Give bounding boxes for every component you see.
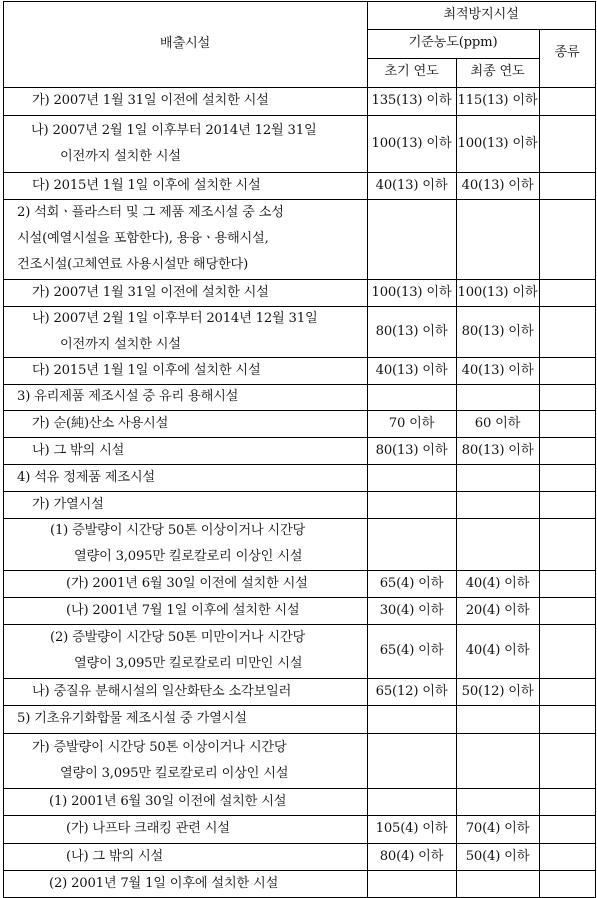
rule-horizontal — [3, 678, 596, 679]
row-4-initial-value: 100(13) 이하 — [371, 284, 452, 300]
rule-horizontal — [3, 384, 596, 385]
header-standard-concentration: 기준농도(ppm) — [408, 35, 498, 50]
header-final-year: 최종 연도 — [470, 64, 525, 79]
row-5-facility-line-1: 이전까지 설치한 시설 — [60, 336, 181, 352]
header-optimal-prevention-facility: 최적방지시설 — [443, 7, 519, 22]
rule-horizontal — [3, 1, 596, 2]
rule-horizontal — [3, 733, 596, 734]
rule-horizontal — [3, 357, 596, 358]
rule-horizontal — [3, 279, 596, 280]
rule-horizontal — [3, 306, 596, 307]
row-13-final-value: 40(4) 이하 — [465, 575, 530, 591]
row-16-facility-line-0: 나) 중질유 분해시설의 일산화탄소 소각보일러 — [32, 683, 292, 699]
rule-horizontal — [3, 870, 596, 871]
row-2-final-value: 40(13) 이하 — [461, 177, 534, 193]
rule-horizontal — [367, 29, 596, 30]
rule-horizontal — [3, 705, 596, 706]
rule-horizontal — [3, 788, 596, 789]
row-17-facility-line-0: 5) 기초유기화합물 제조시설 중 가열시설 — [17, 711, 247, 726]
row-5-facility-line-0: 나) 2007년 2월 1일 이후부터 2014년 12월 31일 — [32, 310, 318, 326]
header-initial-year: 초기 연도 — [384, 64, 439, 79]
row-15-initial-value: 65(4) 이하 — [379, 643, 444, 658]
rule-horizontal — [367, 58, 539, 59]
rule-horizontal — [3, 518, 596, 519]
row-21-final-value: 50(4) 이하 — [465, 848, 530, 864]
rule-horizontal — [3, 491, 596, 492]
row-6-facility-line-0: 다) 2015년 1월 1일 이후에 설치한 시설 — [32, 362, 261, 378]
row-20-facility-line-0: (가) 나프타 크래킹 관련 시설 — [66, 821, 230, 836]
row-22-facility-line-0: (2) 2001년 7월 1일 이후에 설치한 시설 — [49, 875, 279, 891]
rule-horizontal — [3, 437, 596, 438]
row-15-facility-line-1: 열량이 3,095만 킬로칼로리 미만인 시설 — [74, 656, 303, 671]
rule-horizontal — [3, 87, 596, 88]
rule-horizontal — [3, 172, 596, 173]
row-11-facility-line-0: 가) 가열시설 — [32, 496, 104, 512]
rule-horizontal — [3, 624, 596, 625]
row-20-final-value: 70(4) 이하 — [465, 821, 530, 836]
row-8-facility-line-0: 가) 순(純)산소 사용시설 — [32, 415, 169, 431]
row-7-facility-line-0: 3) 유리제품 제조시설 중 유리 용해시설 — [17, 389, 239, 404]
row-5-initial-value: 80(13) 이하 — [375, 323, 448, 339]
row-4-facility-line-0: 가) 2007년 1월 31일 이전에 설치한 시설 — [32, 284, 269, 300]
row-0-initial-value: 135(13) 이하 — [371, 93, 452, 108]
row-9-facility-line-0: 나) 그 밖의 시설 — [32, 442, 125, 458]
rule-horizontal — [3, 464, 596, 465]
row-14-facility-line-0: (나) 2001년 7월 1일 이후에 설치한 시설 — [66, 602, 300, 618]
row-12-facility-line-0: (1) 증발량이 시간당 50톤 이상이거나 시간당 — [50, 523, 306, 538]
row-15-final-value: 40(4) 이하 — [465, 643, 530, 658]
row-13-facility-line-0: (가) 2001년 6월 30일 이전에 설치한 시설 — [66, 575, 308, 591]
row-2-initial-value: 40(13) 이하 — [375, 177, 448, 193]
header-type: 종류 — [554, 45, 580, 60]
row-6-initial-value: 40(13) 이하 — [375, 362, 448, 378]
row-16-initial-value: 65(12) 이하 — [375, 683, 448, 699]
row-21-facility-line-0: (나) 그 밖의 시설 — [66, 848, 164, 864]
row-14-final-value: 20(4) 이하 — [465, 602, 530, 618]
rule-horizontal — [3, 597, 596, 598]
rule-vertical — [367, 1, 368, 898]
row-10-facility-line-0: 4) 석유 정제품 제조시설 — [17, 469, 155, 485]
row-0-facility-line-0: 가) 2007년 1월 31일 이전에 설치한 시설 — [32, 93, 269, 108]
row-9-final-value: 80(13) 이하 — [461, 442, 534, 458]
rule-horizontal — [3, 570, 596, 571]
row-18-facility-line-1: 열량이 3,095만 킬로칼로리 이상인 시설 — [60, 765, 289, 781]
rule-horizontal — [3, 843, 596, 844]
header-emission-facility: 배출시설 — [159, 36, 211, 51]
row-3-facility-line-0: 2) 석회ㆍ플라스터 및 그 제품 제조시설 중 소성 — [17, 205, 284, 220]
row-20-initial-value: 105(4) 이하 — [375, 821, 448, 836]
row-9-initial-value: 80(13) 이하 — [375, 442, 448, 458]
row-1-final-value: 100(13) 이하 — [457, 135, 538, 151]
rule-vertical — [3, 1, 4, 898]
row-18-facility-line-0: 가) 증발량이 시간당 50톤 이상이거나 시간당 — [32, 739, 287, 755]
row-2-facility-line-0: 다) 2015년 1월 1일 이후에 설치한 시설 — [32, 177, 261, 193]
row-1-initial-value: 100(13) 이하 — [371, 135, 452, 151]
row-15-facility-line-0: (2) 증발량이 시간당 50톤 미만이거나 시간당 — [50, 630, 306, 645]
row-1-facility-line-0: 나) 2007년 2월 1일 이후부터 2014년 12월 31일 — [31, 122, 317, 138]
row-8-final-value: 60 이하 — [474, 415, 521, 431]
rule-vertical — [539, 29, 540, 898]
row-1-facility-line-1: 이전까지 설치한 시설 — [60, 148, 181, 164]
row-3-facility-line-2: 건조시설(고체연료 사용시설만 해당한다) — [17, 257, 249, 272]
row-19-facility-line-0: (1) 2001년 6월 30일 이전에 설치한 시설 — [49, 793, 287, 809]
rule-horizontal — [3, 115, 596, 116]
row-14-initial-value: 30(4) 이하 — [379, 602, 444, 618]
row-6-final-value: 40(13) 이하 — [461, 362, 534, 378]
rule-vertical — [595, 1, 596, 898]
row-4-final-value: 100(13) 이하 — [457, 284, 538, 300]
rule-horizontal — [3, 410, 596, 411]
row-21-initial-value: 80(4) 이하 — [379, 848, 444, 864]
row-13-initial-value: 65(4) 이하 — [379, 575, 444, 591]
row-3-facility-line-1: 시설(예열시설을 포함한다), 용융ㆍ용해시설, — [17, 231, 269, 246]
row-16-final-value: 50(12) 이하 — [461, 683, 534, 699]
rule-horizontal — [3, 815, 596, 816]
row-0-final-value: 115(13) 이하 — [457, 93, 538, 108]
row-8-initial-value: 70 이하 — [388, 415, 435, 431]
rule-vertical — [456, 58, 457, 898]
row-12-facility-line-1: 열량이 3,095만 킬로칼로리 이상인 시설 — [74, 549, 303, 564]
row-5-final-value: 80(13) 이하 — [461, 323, 534, 339]
rule-horizontal — [3, 199, 596, 200]
